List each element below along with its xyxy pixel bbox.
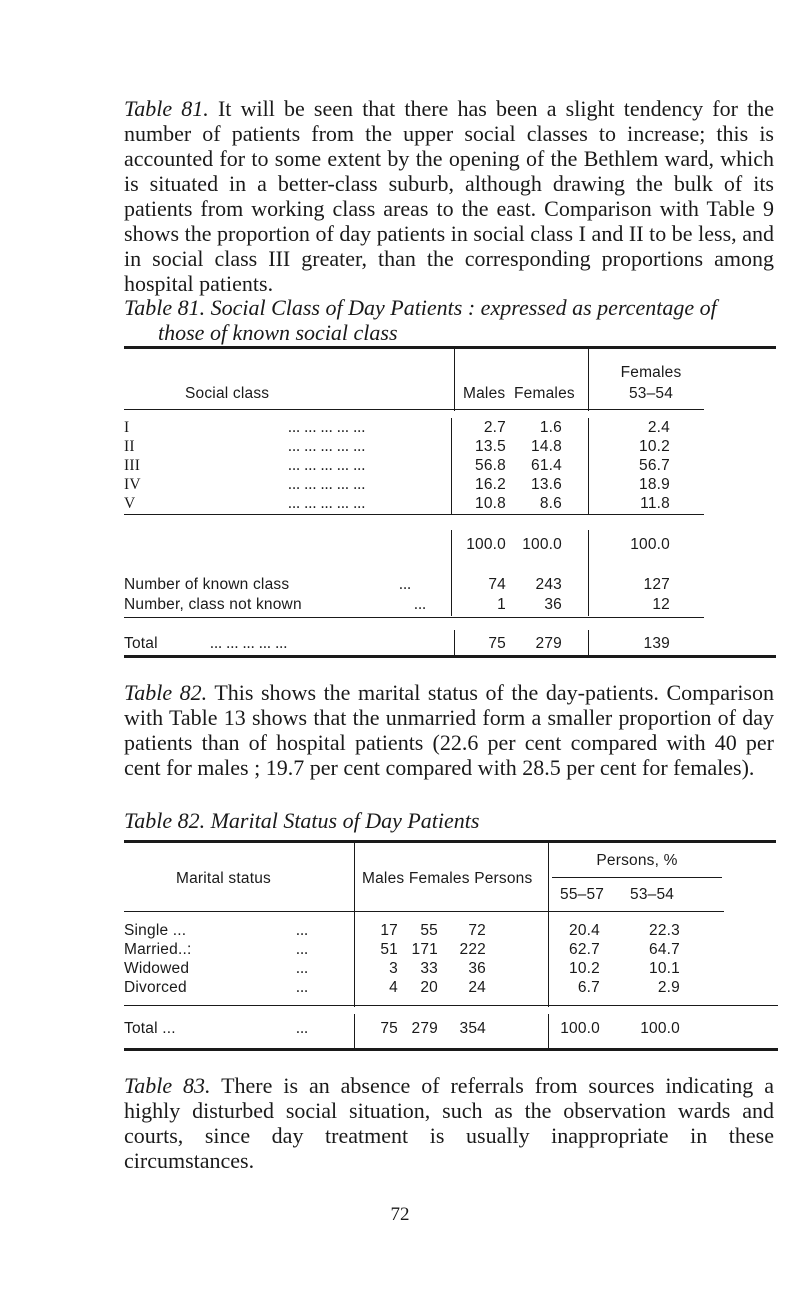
col-divider [454, 630, 455, 658]
paragraph-text: There is an absence of referrals from sources indicating a highly disturbed social situation, such as the observation wards and courts, since day treatment is usually inappropriate in these circumstances. [124, 1073, 775, 1173]
header-males-females-persons: Males Females Persons [362, 870, 533, 887]
col-divider [451, 418, 452, 514]
table-ref: Table 81. [124, 96, 209, 121]
caption-line-1: Table 81. Social Class of Day Patients : expressed as percentage of [124, 295, 717, 320]
header-year-55-57: 55–57 [560, 886, 605, 903]
header-years-53-54: 53–54 [628, 385, 674, 402]
col-divider [354, 912, 355, 1007]
paragraph-table-82 [124, 680, 774, 780]
header-males: Males [463, 385, 506, 402]
header-rule [124, 911, 724, 912]
col-divider [354, 842, 355, 912]
header-rule [124, 409, 704, 410]
paragraph-text: It will be seen that there has been a slight tendency for the number of patients from the upper social classes to increase; this is accounted for to some extent by the opening of the Bethlem ward, which is situated in a better-class suburb, although drawing the bulk of its patients from working class areas to the east. Comparison with Table 9 shows the proportion of day patients in social class I and II to be less, and in social class III greater, than the corresponding proportions among hospital patients. [124, 96, 775, 296]
table-81-caption [124, 295, 717, 345]
header-persons-percent: Persons, % [596, 852, 678, 869]
table-bottom-rule [124, 1048, 778, 1051]
header-sub-rule [552, 877, 722, 878]
paragraph-table-83 [124, 1073, 774, 1173]
col-divider [354, 1014, 355, 1050]
table-top-rule [124, 840, 776, 843]
row-rule [124, 1005, 778, 1006]
header-social-class: Social class [185, 385, 270, 402]
col-divider [588, 630, 589, 658]
paragraph-text: This shows the marital status of the day-patients. Comparison with Table 13 shows that the unmarried form a smaller proportion of day patients than of hospital patients (22.6 per cent compared with 40 per cent for males ; 19.7 per cent compared with 28.5 per cent for females). [124, 680, 774, 780]
col-divider [451, 530, 452, 616]
col-divider [588, 530, 589, 616]
caption-line-2: those of known social class [158, 320, 398, 345]
col-divider [454, 346, 455, 411]
table-bottom-rule [124, 655, 776, 658]
row-rule [124, 514, 704, 515]
col-divider [548, 912, 549, 1007]
header-females-53-54: Females [620, 364, 682, 381]
col-divider [588, 346, 589, 411]
paragraph-table-81 [124, 96, 774, 296]
header-females: Females [514, 385, 575, 402]
header-year-53-54: 53–54 [630, 886, 675, 903]
table-ref: Table 82. [124, 680, 208, 705]
table-82-caption: Table 82. Marital Status of Day Patients [124, 808, 480, 833]
table-top-rule [124, 346, 776, 349]
page-number: 72 [390, 1204, 410, 1225]
col-divider [548, 842, 549, 912]
row-rule [124, 617, 704, 618]
table-ref: Table 83. [124, 1073, 211, 1098]
col-divider [588, 418, 589, 514]
header-marital-status: Marital status [176, 870, 271, 887]
